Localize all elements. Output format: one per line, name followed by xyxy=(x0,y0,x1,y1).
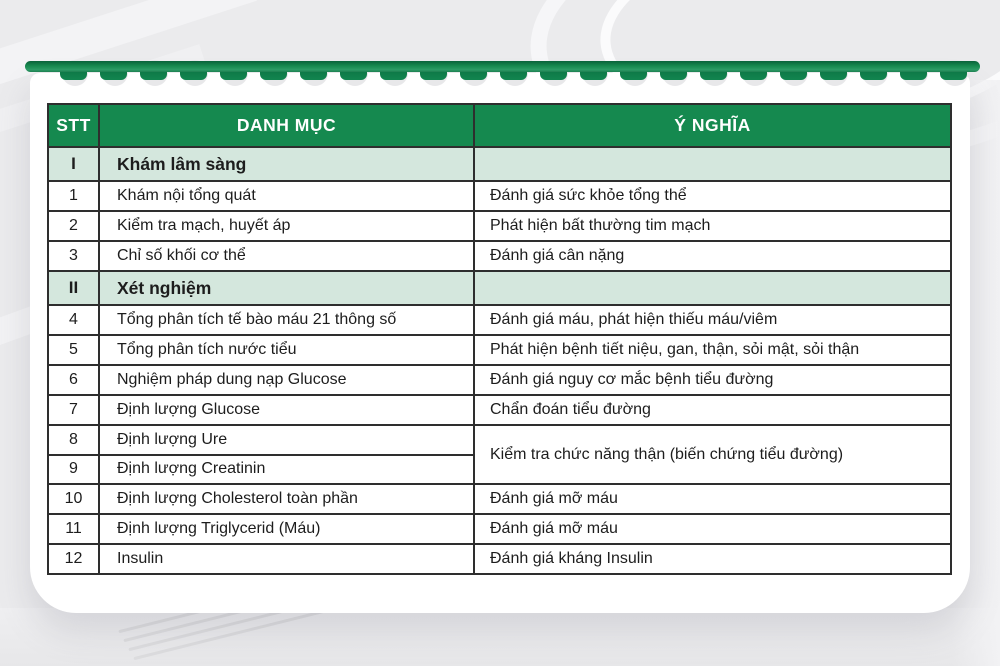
stt-cell: 1 xyxy=(48,181,99,211)
stt-cell: 6 xyxy=(48,365,99,395)
table-row xyxy=(48,241,951,271)
header-stt: STT xyxy=(48,104,99,147)
meaning-cell: Đánh giá cân nặng xyxy=(474,241,951,271)
stt-cell: 3 xyxy=(48,241,99,271)
floor-band-decor xyxy=(0,608,1000,666)
meaning-cell: Đánh giá sức khỏe tổng thể xyxy=(474,181,951,211)
stt-cell: 8 xyxy=(48,425,99,455)
meaning-cell: Đánh giá mỡ máu xyxy=(474,514,951,544)
meaning-cell xyxy=(474,271,951,305)
stt-cell: 12 xyxy=(48,544,99,574)
category-cell: Xét nghiệm xyxy=(99,271,474,305)
table-row xyxy=(48,181,951,211)
category-cell: Định lượng Triglycerid (Máu) xyxy=(99,514,474,544)
stt-cell: 7 xyxy=(48,395,99,425)
stt-cell: II xyxy=(48,271,99,305)
category-cell: Tổng phân tích nước tiểu xyxy=(99,335,474,365)
stt-cell: 10 xyxy=(48,484,99,514)
category-cell: Tổng phân tích tế bào máu 21 thông số xyxy=(99,305,474,335)
table-header-row xyxy=(48,104,951,147)
category-cell: Khám nội tổng quát xyxy=(99,181,474,211)
category-cell: Định lượng Cholesterol toàn phần xyxy=(99,484,474,514)
header-y-nghia: Ý NGHĨA xyxy=(474,104,951,147)
meaning-cell: Đánh giá mỡ máu xyxy=(474,484,951,514)
meaning-cell: Phát hiện bệnh tiết niệu, gan, thận, sỏi mật, sỏi thận xyxy=(474,335,951,365)
table-row xyxy=(48,514,951,544)
category-cell: Kiểm tra mạch, huyết áp xyxy=(99,211,474,241)
category-cell: Định lượng Ure xyxy=(99,425,474,455)
category-cell: Insulin xyxy=(99,544,474,574)
header-danh-muc: DANH MỤC xyxy=(99,104,474,147)
table-row xyxy=(48,484,951,514)
stt-cell: 4 xyxy=(48,305,99,335)
category-cell: Chỉ số khối cơ thể xyxy=(99,241,474,271)
meaning-cell: Kiểm tra chức năng thận (biến chứng tiểu đường) xyxy=(474,425,951,485)
table-row xyxy=(48,211,951,241)
category-cell: Định lượng Creatinin xyxy=(99,455,474,485)
table-row xyxy=(48,365,951,395)
meaning-cell: Đánh giá kháng Insulin xyxy=(474,544,951,574)
table-row xyxy=(48,425,951,455)
meaning-cell: Đánh giá nguy cơ mắc bệnh tiểu đường xyxy=(474,365,951,395)
meaning-cell: Phát hiện bất thường tim mạch xyxy=(474,211,951,241)
category-cell: Khám lâm sàng xyxy=(99,147,474,181)
table-row xyxy=(48,544,951,574)
checkup-table xyxy=(47,103,952,575)
stt-cell: 5 xyxy=(48,335,99,365)
category-cell: Nghiệm pháp dung nạp Glucose xyxy=(99,365,474,395)
section-row xyxy=(48,271,951,305)
meaning-cell: Đánh giá máu, phát hiện thiếu máu/viêm xyxy=(474,305,951,335)
category-cell: Định lượng Glucose xyxy=(99,395,474,425)
table-row xyxy=(48,395,951,425)
stt-cell: 2 xyxy=(48,211,99,241)
stt-cell: 9 xyxy=(48,455,99,485)
section-row xyxy=(48,147,951,181)
table-row xyxy=(48,335,951,365)
stt-cell: 11 xyxy=(48,514,99,544)
binder-bar xyxy=(25,61,980,72)
table-row xyxy=(48,305,951,335)
stt-cell: I xyxy=(48,147,99,181)
meaning-cell: Chẩn đoán tiểu đường xyxy=(474,395,951,425)
meaning-cell xyxy=(474,147,951,181)
